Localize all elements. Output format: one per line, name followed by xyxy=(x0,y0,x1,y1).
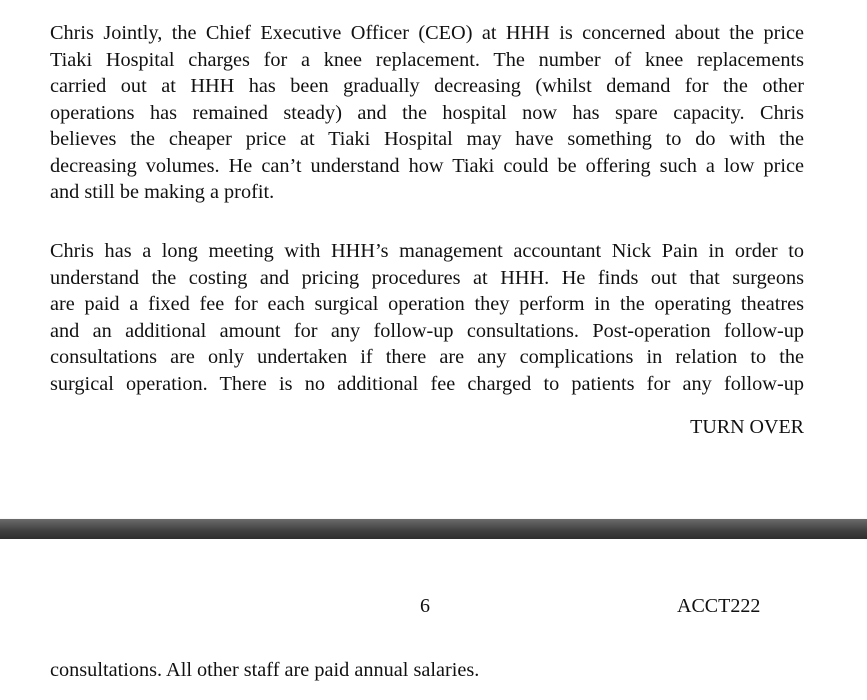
page-number: 6 xyxy=(420,595,430,617)
text-line: and still be making a profit. xyxy=(50,181,275,203)
text-line: are paid a fixed fee for each surgical operation they perform in the operating theatres xyxy=(50,293,804,315)
page-separator-shade xyxy=(0,519,867,539)
text-line: decreasing volumes. He can’t understand how Tiaki could be offering such a low price xyxy=(50,154,804,177)
course-code: ACCT222 xyxy=(677,595,761,617)
text-line: Tiaki Hospital charges for a knee replacement. The number of knee replacements xyxy=(50,48,804,71)
text-line: understand the costing and pricing procedures at HHH. He finds out that surgeons xyxy=(50,266,804,289)
text-line: and an additional amount for any follow-up consultations. Post-operation follow-up xyxy=(50,319,804,342)
text-line: consultations are only undertaken if there are any complications in relation to the xyxy=(50,346,804,368)
text-line: surgical operation. There is no additional fee charged to patients for any follow-up xyxy=(50,372,804,395)
text-line: Chris Jointly, the Chief Executive Officer (CEO) at HHH is concerned about the price xyxy=(50,22,804,44)
page-separator xyxy=(0,519,867,539)
text-line: operations has remained steady) and the hospital now has spare capacity. Chris xyxy=(50,101,804,124)
text-line: carried out at HHH has been gradually decreasing (whilst demand for the other xyxy=(50,75,804,97)
continuation-text: consultations. All other staff are paid annual salaries. xyxy=(50,659,480,681)
paragraph-ceo-concern xyxy=(50,20,804,206)
text-line: believes the cheaper price at Tiaki Hospital may have something to do with the xyxy=(50,128,804,150)
paragraph-accountant-meeting xyxy=(50,238,804,397)
text-line: Chris has a long meeting with HHH’s management accountant Nick Pain in order to xyxy=(50,240,804,262)
turn-over-label: TURN OVER xyxy=(690,416,804,438)
